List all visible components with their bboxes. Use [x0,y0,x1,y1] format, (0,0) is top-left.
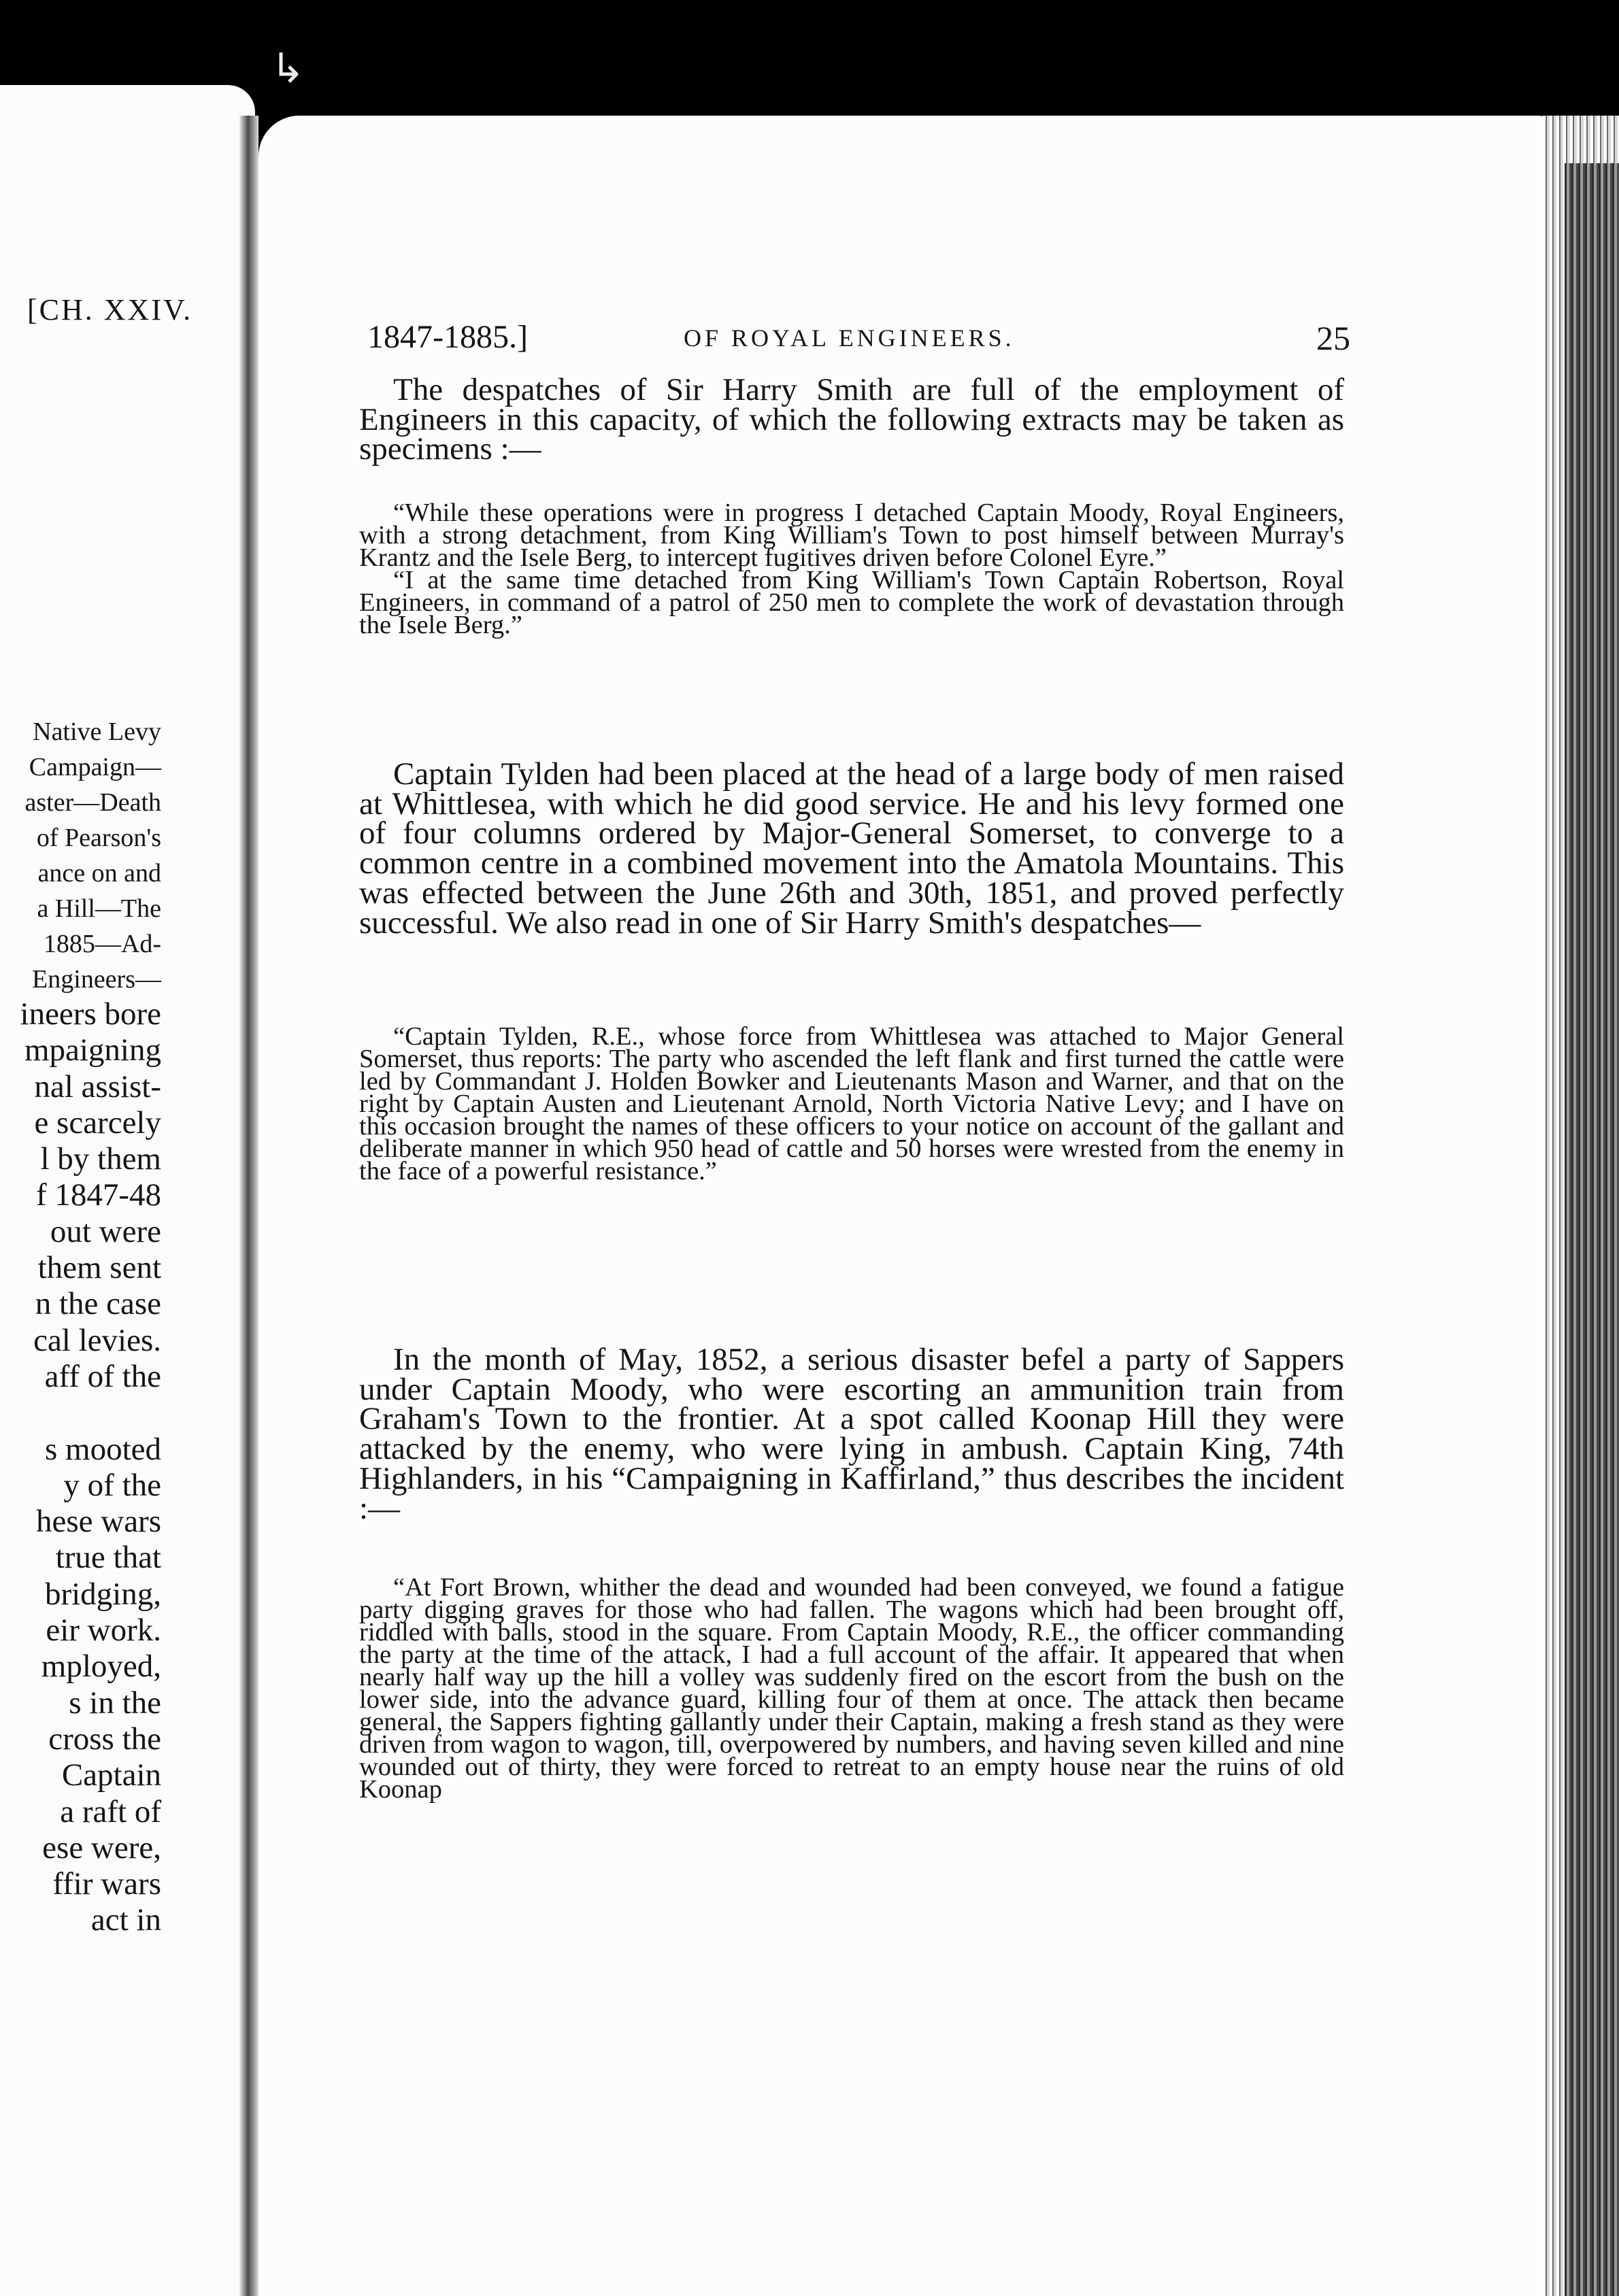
text-line: them sent [37,1250,161,1286]
summary-line: Campaign— [29,753,161,781]
text-line: out were [50,1213,161,1249]
body-block-1 [359,372,1344,467]
block-quote: “I at the same time detached from King William's Town Captain Robertson, Royal Engineers, in command of a patrol of 250 men to complete the work of devastation through the Isele Berg.” [359,566,1344,639]
summary-line: aster—Death [24,788,161,817]
text-line: e scarcely [34,1104,161,1141]
text-line [0,1395,161,1431]
body-block-2 [359,756,1344,941]
text-line: Captain [61,1757,161,1793]
left-page-text [0,996,161,1939]
body-block-3 [359,1342,1344,1526]
text-line: nal assist- [34,1068,161,1104]
paragraph: The despatches of Sir Harry Smith are full of the employment of Engineers in this capacity, of which the following extracts may be taken as specimens :— [359,372,1344,467]
summary-line: a Hill—The [37,894,161,923]
text-line: hese wars [35,1504,161,1540]
text-line: eir work. [46,1613,161,1649]
text-line: ffir wars [52,1866,161,1902]
text-line: n the case [35,1286,161,1322]
text-line: f 1847-48 [35,1177,161,1213]
text-line: l by them [40,1141,161,1177]
text-line: cal levies. [33,1322,161,1358]
page-number: 25 [1316,319,1350,357]
text-line: aff of the [44,1358,161,1394]
text-line: ese were, [42,1829,161,1866]
paragraph: Captain Tylden had been placed at the head of a large body of men raised at Whittlesea, with which he did good service. He and his levy formed one of four columns ordered by Major-General Somerset, to converge to a common centre in a combined movement into the Amatola Mountains. This was effected between the June 26th and 30th, 1851, and proved perfectly successful. We also read in one of Sir Harry Smith's despatches— [359,756,1344,941]
text-line: cross the [48,1721,161,1757]
scan-mark: ↳ [271,45,305,92]
text-line: a raft of [60,1793,161,1829]
text-line: true that [55,1540,161,1576]
header-dates: 1847-1885.] [367,319,528,355]
text-line: s mooted [44,1431,161,1467]
header-title: OF ROYAL ENGINEERS. [684,324,1015,352]
text-line: ineers bore [20,996,161,1032]
page-edges-shadow [1565,163,1619,2296]
summary-line: ance on and [37,859,161,888]
summary-line: Native Levy [33,718,161,746]
paragraph: In the month of May, 1852, a serious disaster befel a party of Sappers under Captain Moody, who were escorting an ammunition train from Graham's Town to the frontier. At a spot called Koonap Hill they were attacked by the enemy, who were lying in ambush. Captain King, 74th Highlanders, in his “Campaigning in Kaffirland,” thus describes the incident :— [359,1342,1344,1526]
block-quote: “While these operations were in progress I detached Captain Moody, Royal Engineers, with a strong detachment, from King William's Town to post himself between Murray's Krantz and the Isele Berg, to intercept fugitives driven before Colonel Eyre.” [359,499,1344,572]
text-line: mpaigning [24,1032,161,1068]
quote-block-2 [359,1022,1344,1185]
summary-line: 1885—Ad- [43,930,161,958]
text-line: bridging, [44,1576,161,1612]
running-header [367,318,1350,359]
text-line: act in [90,1902,161,1938]
block-quote: “Captain Tylden, R.E., whose force from Whittlesea was attached to Major General Somerset, thus reports: The party who ascended the left flank and first turned the cattle were led by Commandant J. Holden Bowker and Lieutenants Mason and Warner, and that on the right by Captain Austen and Lieutenant Arnold, North Victoria Native Levy; and I have on this occasion brought the names of these officers to your notice on account of the gallant and deliberate manner in which 950 head of cattle and 50 horses were wrested from the enemy in the face of a powerful resistance.” [359,1022,1344,1185]
text-line: s in the [69,1685,161,1721]
summary-line: Engineers— [32,965,161,994]
left-running-head: [CH. XXIV. [27,293,193,326]
left-chapter-summary [0,714,161,997]
text-line: y of the [63,1467,161,1503]
summary-line: of Pearson's [36,824,161,852]
quote-block-1 [359,499,1344,639]
block-quote: “At Fort Brown, whither the dead and wounded had been conveyed, we found a fatigue party digging graves for those who had fallen. The wagons which had been brought off, riddled with balls, stood in the square. From Captain Moody, R.E., the officer commanding the party at the time of the attack, I had a full account of the affair. It appeared that when nearly half way up the hill a volley was suddenly fired on the escort from the bush on the lower side, into the advance guard, killing four of them at once. The attack then became general, the Sappers fighting gallantly under their Captain, making a fresh stand as they were driven from wagon to wagon, till, overpowered by numbers, and having seven killed and nine wounded out of thirty, they were forced to retreat to an empty house near the ruins of old Koonap [359,1573,1344,1804]
quote-block-3 [359,1573,1344,1804]
text-line: mployed, [41,1649,161,1685]
book-gutter [239,116,258,2296]
